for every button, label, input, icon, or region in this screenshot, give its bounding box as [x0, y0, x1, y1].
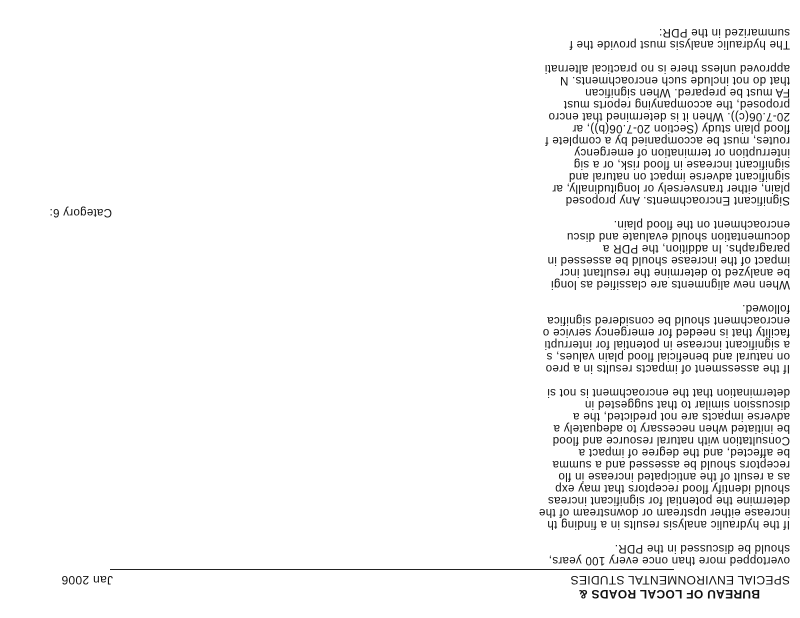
text-line: routes, must be accompanied by a complete f	[545, 134, 790, 146]
text-line: documentation should evaluate and discu	[566, 230, 790, 242]
text-line: followed.	[741, 302, 790, 314]
text-line: that do not include such encroachments. N	[559, 74, 790, 86]
text-line: encroachment on the flood plain.	[613, 218, 790, 230]
paragraph	[110, 26, 790, 50]
text-line: facility that is needed for emergency service o	[542, 326, 790, 338]
paragraph	[110, 62, 790, 206]
paragraph	[110, 386, 790, 530]
text-line: be analyzed to determine the resultant incr	[559, 266, 790, 278]
text-line: interruption or termination of emergency	[574, 146, 790, 158]
text-line: significant adverse impact on natural and	[568, 170, 790, 182]
text-line: The hydraulic analysis must provide the f	[569, 38, 790, 50]
text-line: flood plain study (Section 20-7.06(b)), ar	[572, 122, 790, 134]
text-line: When new alignments are classified as longi	[550, 278, 790, 290]
category-label: Category 6:	[49, 206, 112, 218]
body-text	[110, 14, 790, 566]
text-line: adverse impacts are not predicted, the a	[572, 410, 790, 422]
text-line: approved unless there is no practical alternati	[544, 62, 790, 74]
paragraph	[110, 218, 790, 290]
text-line: discussion similar to that suggested in	[584, 398, 790, 410]
text-line: summarized in the PDR:	[658, 26, 790, 38]
header-rule	[110, 569, 674, 570]
text-line: FA must be prepared. When significan	[584, 86, 790, 98]
text-line: overtopped more than once every 100 years,	[548, 554, 790, 566]
text-line: encroachment should be considered significa	[546, 314, 790, 326]
text-line: be affected, and the degree of impact a	[578, 446, 790, 458]
header-title: BUREAU OF LOCAL ROADS &	[578, 587, 760, 601]
text-line: determine the potential for significant increas	[547, 494, 790, 506]
text-line: increase either upstream or downstream of the	[538, 506, 790, 518]
text-line: should be discussed in the PDR.	[614, 542, 790, 554]
text-line: as a result of the anticipated increase in flo	[558, 470, 790, 482]
text-line: significant increase in flood risk, or a sig	[573, 158, 790, 170]
text-line: receptors should be assessed and a summa	[552, 458, 790, 470]
text-line: a significant increase in potential for interrupti	[544, 338, 790, 350]
text-line: Consultation with natural resource and flood	[552, 434, 790, 446]
text-line: impact of the increase should be assessed in	[547, 254, 790, 266]
text-line: paragraphs. In addition, the PDR a	[602, 242, 790, 254]
text-line: plain, either transversely or longitudinally, ar	[552, 182, 790, 194]
paragraph	[110, 542, 790, 566]
header-date: Jan 2006	[61, 573, 113, 587]
header-rule-dotted	[130, 569, 180, 570]
header-subtitle: SPECIAL ENVIRONMENTAL STUDIES	[570, 573, 790, 587]
text-line: If the hydraulic analysis results in a finding th	[547, 518, 790, 530]
paragraph	[110, 302, 790, 374]
text-line: on natural and beneficial flood plain values, s	[546, 350, 790, 362]
text-line: Significant Encroachments. Any proposed	[565, 194, 790, 206]
text-line: should identify flood receptors that may exp	[554, 482, 790, 494]
text-line: proposed, the accompanying reports must	[563, 98, 790, 110]
text-line: be initiated when necessary to adequately a	[553, 422, 790, 434]
text-line: 20-7.06(c)). When it is determined that encro	[548, 110, 790, 122]
text-line: If the assessment of impacts results in a preo	[545, 362, 790, 374]
text-line: determination that the encroachment is not si	[547, 386, 790, 398]
